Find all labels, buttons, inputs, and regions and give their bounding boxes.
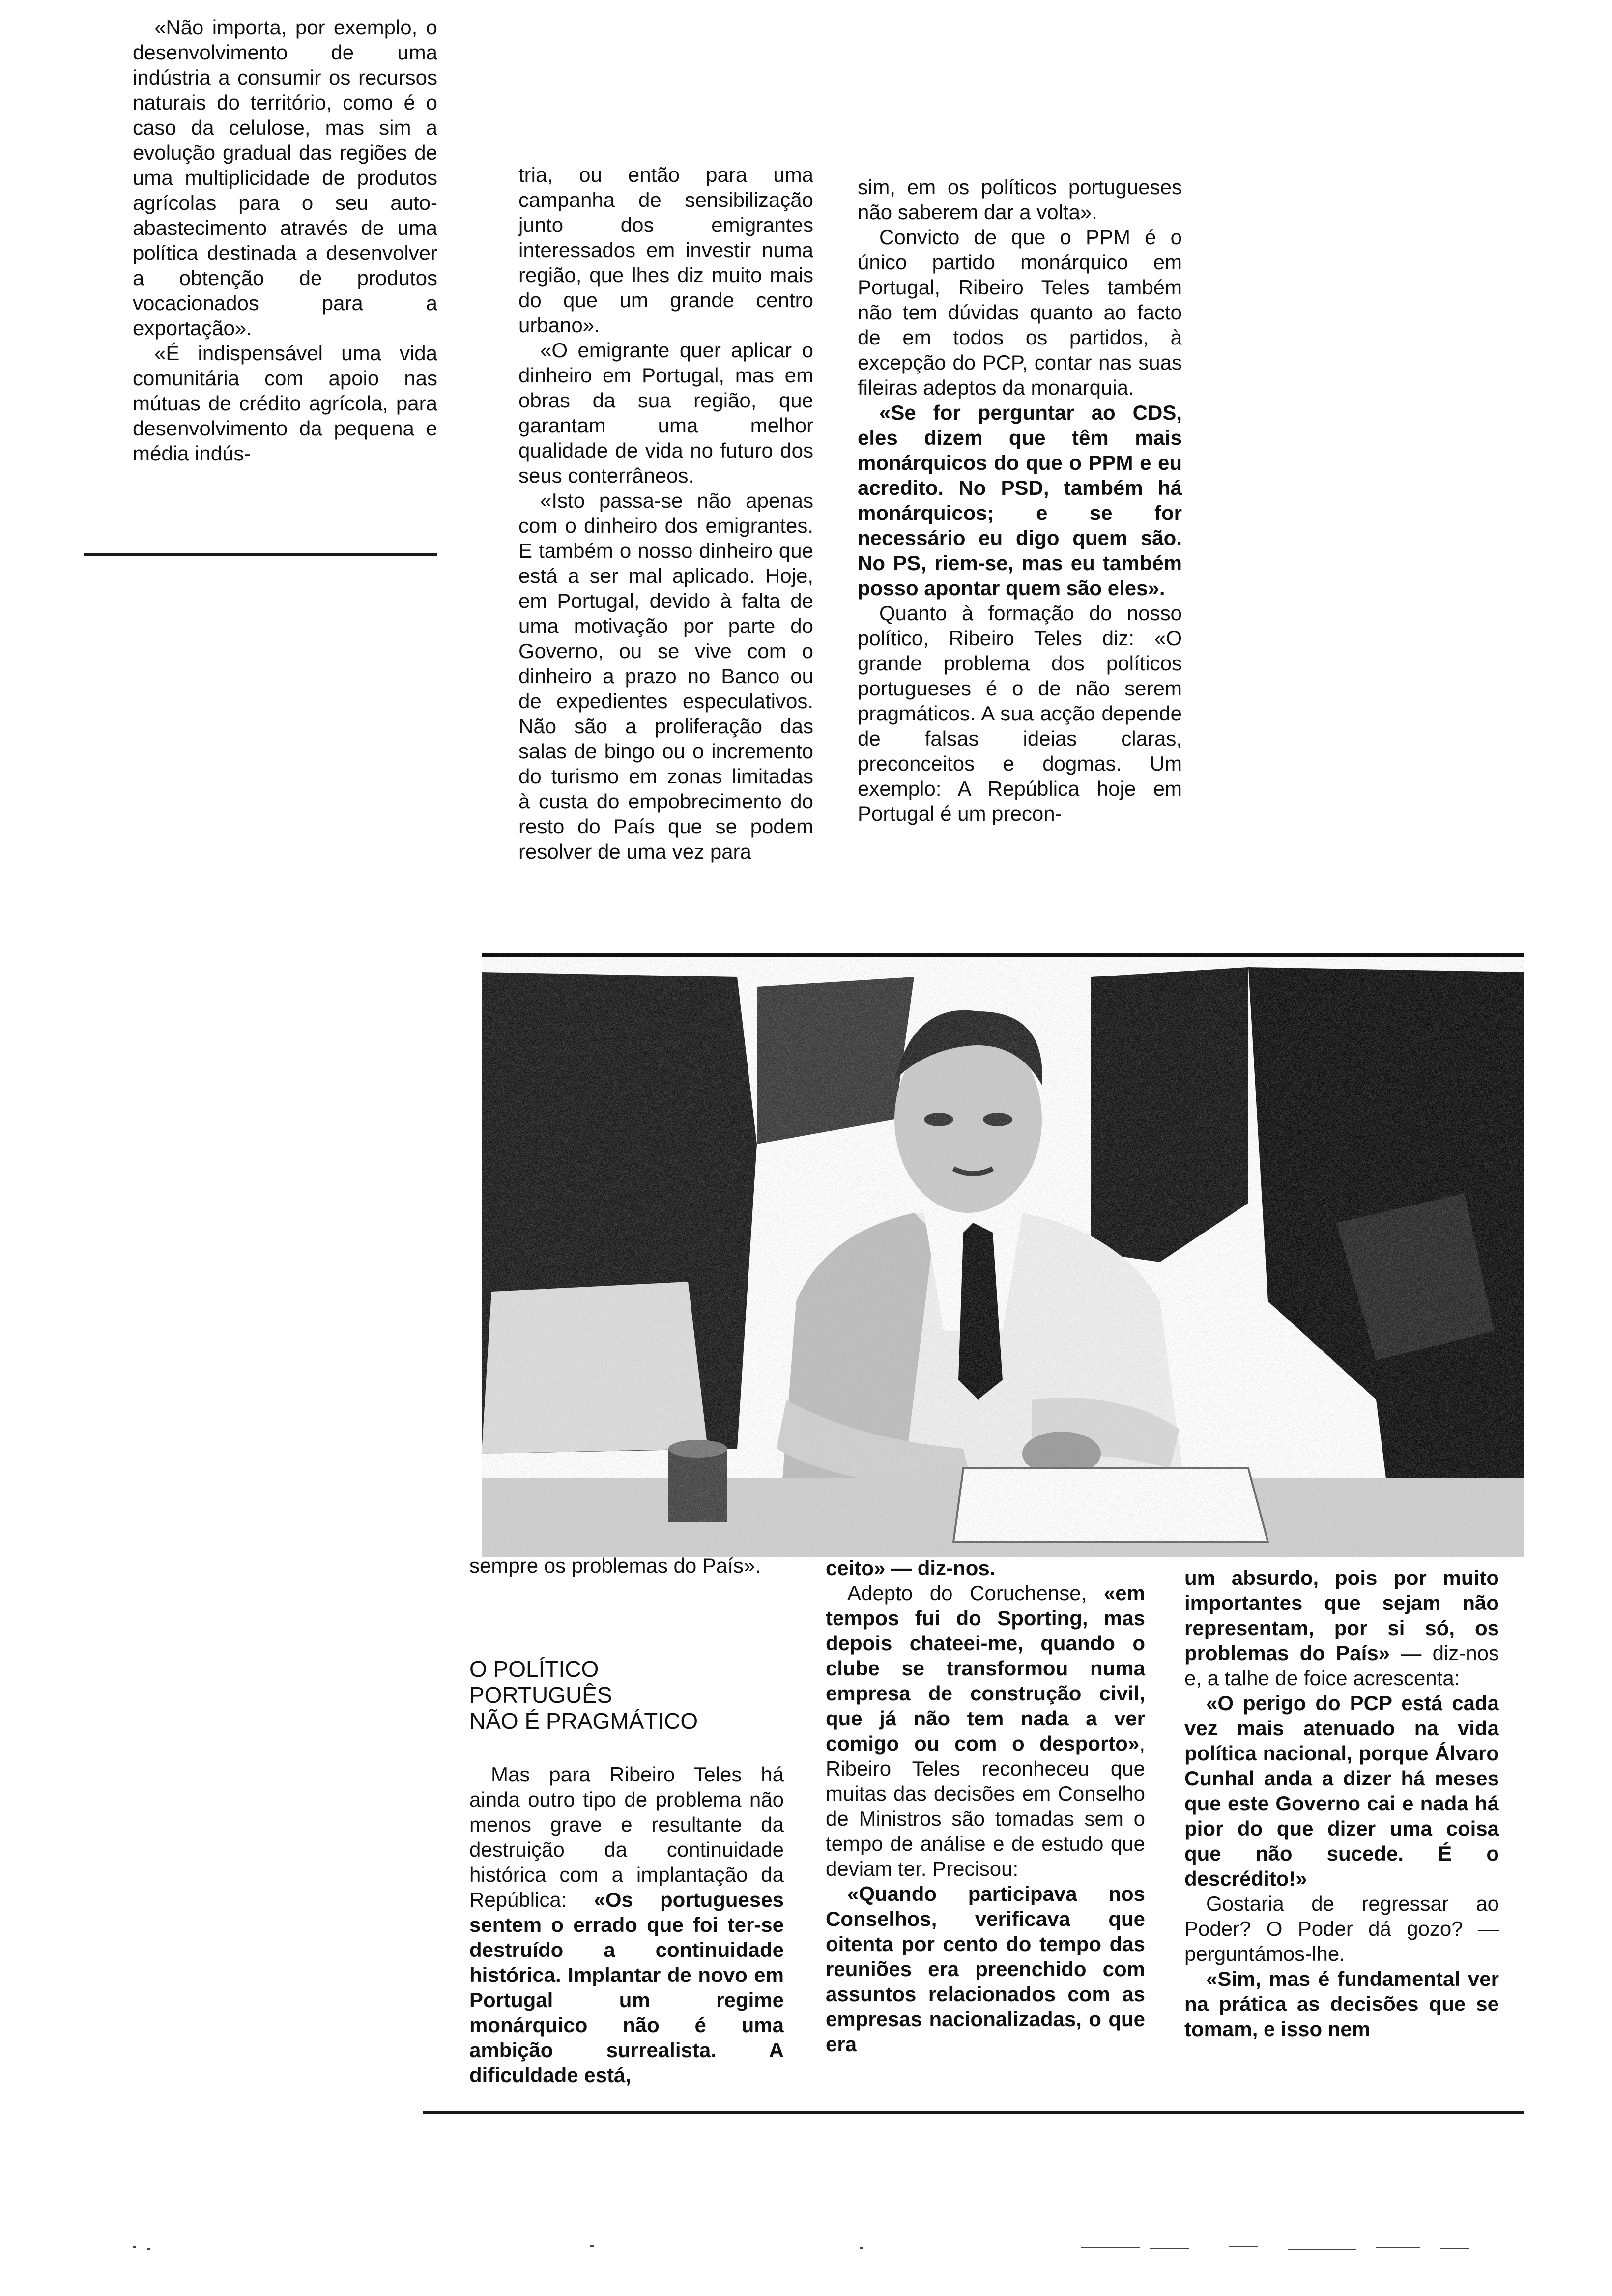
paragraph: «Não importa, por exemplo, o desenvolvimento de uma indústria a consumir os recursos naturais do território, como é o caso da celulose, mas sim a evolução gradual das regiões de uma multiplicidade de produtos agrícolas para o seu auto-abastecimento através de uma política destinada a desenvolver a obtenção de produtos vocacionados para a exportação». xyxy=(133,16,437,340)
section-heading xyxy=(469,1656,784,1734)
text-run: , Ribeiro Teles reconheceu que muitas das decisões em Conselho de Ministros são tomadas sem o tempo de análise e de estudo que deviam ter. Precisou: xyxy=(826,1732,1145,1880)
heading-line: NÃO É PRAGMÁTICO xyxy=(469,1708,698,1734)
paragraph: «Isto passa-se não apenas com o dinheiro dos emigrantes. E também o nosso dinheiro que está a ser mal aplicado. Hoje, em Portugal, devido à falta de uma motivação por parte do Governo, ou se vive com o dinheiro a prazo no Banco ou de expedientes especulativos. Não são a proliferação das salas de bingo ou o incremento do turismo em zonas limitadas à custa do empobrecimento do resto do País que se podem resolver de uma vez para xyxy=(518,489,813,863)
bottom-rule xyxy=(423,2111,1524,2114)
quote-run: «em tempos fui do Sporting, mas depois chateei-me, quando o clube se transformou numa empresa de construção civil, que já não tem nada a ver comigo ou com o desporto» xyxy=(826,1581,1145,1755)
paragraph: Convicto de que o PPM é o único partido monárquico em Portugal, Ribeiro Teles também não tem dúvidas quanto ao facto de em todos os partidos, à excepção do PCP, contar nas suas fileiras adeptos da monarquia. xyxy=(858,226,1182,399)
article-column-1 xyxy=(133,15,437,466)
paragraph: «É indispensável uma vida comunitária com apoio nas mútuas de crédito agrícola, para desenvolvimento da pequena e média indús- xyxy=(133,342,437,465)
article-column-4 xyxy=(469,1553,784,1578)
article-column-5 xyxy=(826,1555,1145,2057)
paragraph xyxy=(469,1762,784,2088)
paragraph: ceito» — diz-nos. xyxy=(826,1556,996,1579)
paragraph: «O emigrante quer aplicar o dinheiro em Portugal, mas em obras da sua região, que garantam uma melhor qualidade de vida no futuro dos seus conterrâneos. xyxy=(518,339,813,487)
heading-line: O POLÍTICO xyxy=(469,1656,599,1682)
article-column-6 xyxy=(1184,1565,1499,2041)
scan-noise xyxy=(0,2236,1612,2266)
paragraph xyxy=(1184,1565,1499,1691)
text-run: Adepto do Coruchense, xyxy=(847,1581,1104,1605)
article-column-2 xyxy=(518,162,813,864)
paragraph: Gostaria de regressar ao Poder? O Poder dá gozo? — perguntámos-lhe. xyxy=(1184,1892,1499,1965)
paragraph xyxy=(826,1580,1145,1881)
text-run: — diz-nos e, a talhe de foice acrescenta: xyxy=(1184,1641,1499,1690)
article-column-3 xyxy=(858,174,1182,826)
article-column-4-body xyxy=(469,1762,784,2088)
paragraph: Quanto à formação do nosso político, Ribeiro Teles diz: «O grande problema dos políticos portugueses é o de não serem pragmáticos. A sua acção depende de falsas ideias claras, preconceitos e dogmas. Um exemplo: A República hoje em Portugal é um precon- xyxy=(858,602,1182,825)
text-run: Mas para Ribeiro Teles há ainda outro tipo de problema não menos grave e resultante da destruição da continuidade histórica com a implantação da República: xyxy=(469,1763,784,1911)
paragraph: sim, em os políticos portugueses não saberem dar a volta». xyxy=(858,175,1182,224)
paragraph: «O perigo do PCP está cada vez mais atenuado na vida política nacional, porque Álvaro Cunhal anda a dizer há meses que este Governo cai e nada há pior do que dizer uma coisa que não sucede. É o descrédito!» xyxy=(1184,1692,1499,1890)
paragraph: «Se for perguntar ao CDS, eles dizem que têm mais monárquicos do que o PPM e eu acredito. No PSD, também há monárquicos; e se for necessário eu digo quem são. No PS, riem-se, mas eu também posso apontar quem são eles». xyxy=(858,401,1182,600)
column-end-rule xyxy=(84,553,437,556)
article-photo xyxy=(482,953,1524,1557)
paragraph: sempre os problemas do País». xyxy=(469,1554,761,1577)
quote-run: «Os portugueses sentem o errado que foi ter-se destruído a continuidade histórica. Implantar de novo em Portugal um regime monárquico não é uma ambição surrealista. A dificuldade está, xyxy=(469,1888,784,2087)
heading-line: PORTUGUÊS xyxy=(469,1682,612,1708)
paragraph: «Quando participava nos Conselhos, verificava que oitenta por cento do tempo das reuniões era preenchido com assuntos relacionados com as empresas nacionalizadas, o que era xyxy=(826,1882,1145,2056)
paragraph: «Sim, mas é fundamental ver na prática as decisões que se tomam, e isso nem xyxy=(1184,1967,1499,2040)
photo-ribeiro-teles xyxy=(482,957,1524,1557)
quote-run: um absurdo, pois por muito importantes que sejam não representam, por si só, os problemas do País» xyxy=(1184,1566,1499,1665)
paragraph: tria, ou então para uma campanha de sensibilização junto dos emigrantes interessados em investir numa região, que lhes diz muito mais do que um grande centro urbano». xyxy=(518,163,813,337)
